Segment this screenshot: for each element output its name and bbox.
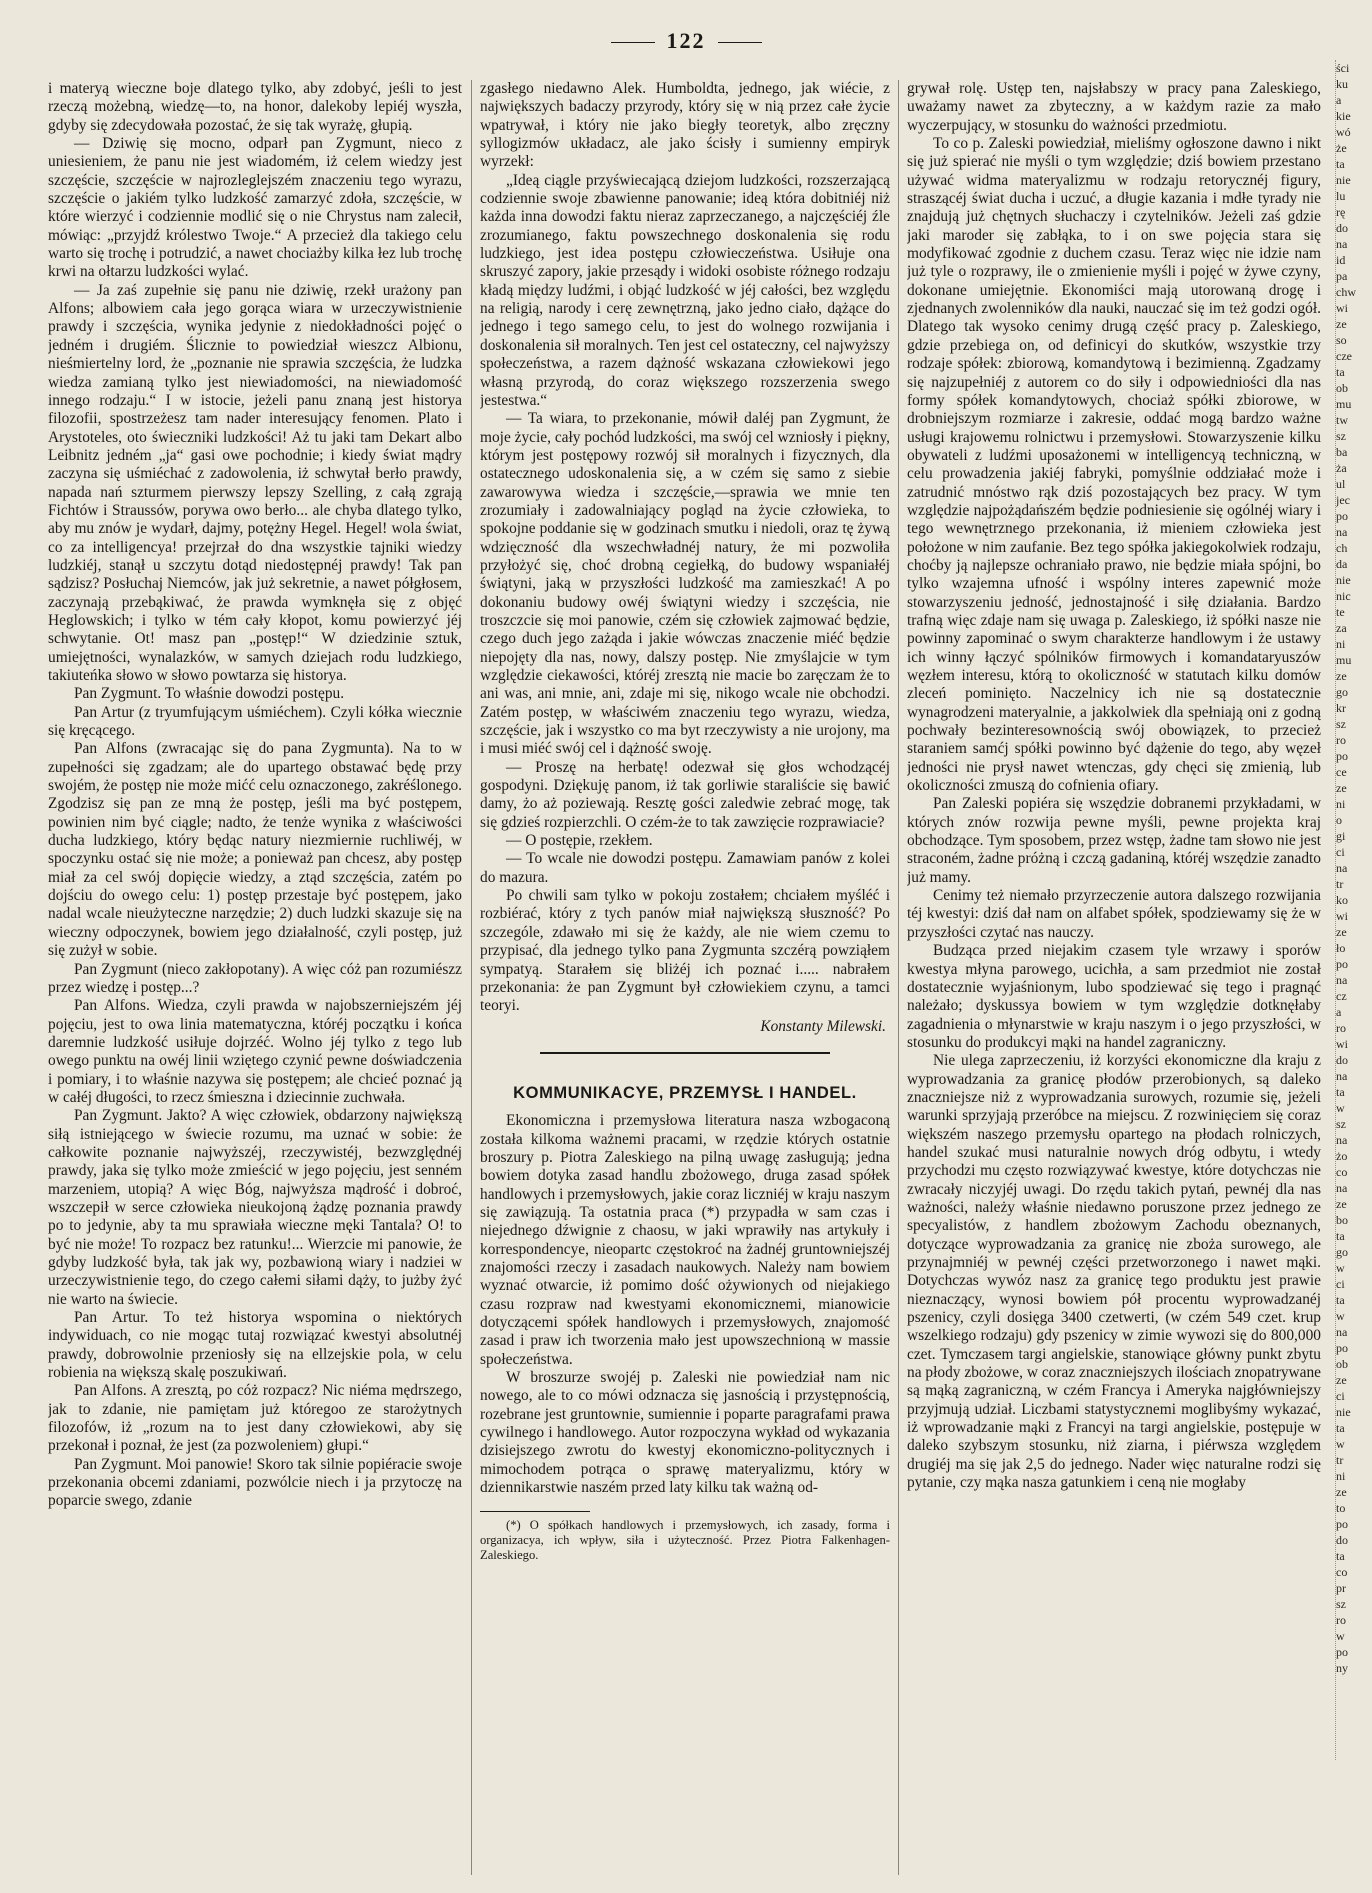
edge-fragment: da	[1336, 557, 1348, 571]
edge-fragment: wó	[1336, 125, 1351, 139]
edge-fragment: ze	[1336, 317, 1347, 331]
edge-fragment: na	[1336, 525, 1348, 539]
edge-fragment: ze	[1336, 925, 1347, 939]
edge-fragment: ni	[1336, 1469, 1346, 1483]
edge-fragment: go	[1336, 1245, 1348, 1259]
edge-fragment: ci	[1336, 1389, 1345, 1403]
edge-fragment: mu	[1336, 653, 1352, 667]
edge-fragment: ci	[1336, 1277, 1345, 1291]
edge-fragment: wi	[1336, 301, 1348, 315]
paragraph: Nie ulega zaprzeczeniu, iż korzyści ekonomiczne dla kraju z wyprowadzania za granicę płodów przerobionych, są daleko znaczniejsze niż z wyprowadzania surowych, rozumie się, jeżeli warunki sprzyjają przeróbce na miejscu. Z rozwinięciem się coraz większém naszego przemysłu opartego na płodach rolniczych, handel szukać musi naturalnie nowych dróg odbytu, i wtedy przychodzi mu często rozwiązywać kwestye, które dotychczas nie zwracały niczyjéj uwagi. Do rzędu takich pytań, pewnéj dla nas ważności, należy właśnie niedawno poruszone przez jednego ze specyalistów, z handlem zbożowym Zachodu obeznanych, dotyczące wyprowadzania za granicę nie zboża surowego, ale przynajmniéj w pewnéj części przetworzonego i nawet mąki. Dotychczas wywóz nasz za granicę tego produktu jest prawie nieznaczący, wynosi bowiem pół procentu wyprowadzanéj pszenicy, czyli dosięga 3400 czetwerti, (w czém 549 czet. krup wszelkiego rodzaju) gdy pszenicy w zimie wywozi się do 800,000 czet. Tymczasem targi angielskie, stanowiące główny punkt zbytu na płody zbożowe, w coraz znaczniejszych ilościach znopatrywane są mąką zagraniczną, w czém Francya i Ameryka najgłówniejszy przyjmują udział. Liczbami statystycznemi moglibyśmy wykazać, iż wprowadzanie mąki z Francyi na targi angielskie, postępuje w daleko szybszym stosunku, niż ziarna, i piérwsza względem drugiéj ma się jak 2,5 do jednego. Nader więc naturalne rodzi się pytanie, czy mąka nasza gatunkiem i ceną nie mogłaby	[907, 1052, 1321, 1492]
edge-fragment: w	[1336, 1309, 1345, 1323]
paragraph: Budząca przed niejakim czasem tyle wrzawy i sporów kwestya młyna parowego, ucichła, a sam przedmiot nie został dostatecznie wyjaśnionym, lubo spodziewać się tego i pragnąć należało; dyskussya bowiem w tym względzie dotknęłaby zagadnienia o młynarstwie w kraju naszym i o jego przyszłości, w stosunku do produkcyi mąki na handel zagraniczny.	[907, 942, 1321, 1051]
edge-fragment: na	[1336, 237, 1348, 251]
edge-fragment: na	[1336, 1181, 1348, 1195]
edge-fragment: w	[1336, 1101, 1345, 1115]
edge-fragment: o	[1336, 813, 1342, 827]
edge-fragment: tr	[1336, 1453, 1344, 1467]
edge-fragment: ze	[1336, 669, 1347, 683]
edge-fragment: gi	[1336, 829, 1346, 843]
section-title: KOMMUNIKACYE, PRZEMYSŁ I HANDEL.	[513, 1083, 857, 1102]
edge-fragment: po	[1336, 957, 1348, 971]
edge-fragment: ta	[1336, 1293, 1345, 1307]
edge-fragment: kr	[1336, 701, 1346, 715]
edge-fragment: cze	[1336, 349, 1352, 363]
edge-fragment: lu	[1336, 189, 1346, 203]
edge-fragment: do	[1336, 1533, 1348, 1547]
edge-fragment: nie	[1336, 573, 1351, 587]
paragraph: Pan Artur. To też historya wspomina o niektórych indywiduach, co nie mogąc tutaj rozwiązać kwestyi absolutnéj prawdy, dobrowolnie przeniosły się na ellzejskie pola, w celu robienia na większą skalę poszukiwań.	[48, 1309, 462, 1382]
edge-fragment: na	[1336, 1069, 1348, 1083]
edge-fragment: po	[1336, 1645, 1348, 1659]
edge-fragment: ro	[1336, 733, 1346, 747]
edge-fragment: że	[1336, 141, 1347, 155]
column-left	[48, 80, 462, 1880]
paragraph: Pan Zygmunt. Jakto? A więc człowiek, obdarzony największą siłą istniejącego w świecie rozumu, ma uznać w sobie: że całkowite poznanie najwyższéj, rzeczywistéj, bezwzględnéj prawdy, jaka się tylko może zmieścić w jego pojęciu, jest senném marzeniem, utopią? A więc Bóg, najwyższa mądrość i dobroć, wszczepił w serce człowieka nieukojoną żądzę poznania prawdy po to jedynie, aby ta mu sprawiała wieczne męki Tantala? O! to być nie może! To rozpacz bez ratunku!... Wierzcie mi panowie, że gdyby ludzkość była, tak jak wy, pozbawioną wiary i nadziei w urzeczywistnienie tego, do czego całemi siłami dąży, to jużby żyć nie warto na świecie.	[48, 1107, 462, 1308]
paragraph: — Ta wiara, to przekonanie, mówił daléj pan Zygmunt, że moje życie, cały pochód ludzkości, ma swój cel wzniosły i piękny, którym jest postępowy rozwój sił moralnych i fizycznych, dla ostatecznego udoskonalenia się, a w czém się samo z siebie zawarowywa wiedza i szczęście,—sprawia we mnie ten zrozumiały i zadowalniający pogląd na życie człowieka, to spokojne poddanie się w godzinach smutku i niedoli, oraz tę żywą wdzięczność dla wszechwładnéj natury, że mi pozwoliła przyłożyć się, choć drobną cegiełką, do budowy wspaniałéj świątyni, jaką w przyszłości ludzkość ma zamieszkać! A po dokonaniu budowy owéj świątyni wiedzy i szczęścia, nie troszczcie się moi panowie, czém się człowiek zajmować będzie, czego duch jego zażąda i jakie wówczas znaczenie miéć będzie niepojęty dla nas, nowy, dalszy postęp. Nie zmyślajcie w tym względzie ciekawości, któréj zresztą nie macie bo zaręczam że to ani was, ani mnie, ani, zdaje mi się, nikogo wcale nie obchodzi. Zatém postęp, w właściwém znaczeniu tego wyrazu, wiedza, szczęście, jak i wszystko co ma byt rzeczywisty a nie urojony, ma i musi miéć swój cel i dążność swoję.	[480, 410, 890, 758]
edge-fragment: ze	[1336, 1197, 1347, 1211]
column-right	[907, 80, 1321, 1880]
edge-fragment: ce	[1336, 765, 1347, 779]
edge-fragment: ża	[1336, 461, 1347, 475]
edge-fragment: te	[1336, 605, 1345, 619]
story-continuation	[480, 80, 890, 1016]
paragraph: — Proszę na herbatę! odezwał się głos wchodzącéj gospodyni. Dziękuję panom, iż tak gorliwie staraliście się bawić damy, żo aż poziewają. Resztę gości zaledwie zebrać mogę, tak się gdzieś rozpierzchli. O czém-że to tak zawzięcie rozprawiacie?	[480, 758, 890, 831]
edge-fragment: nie	[1336, 1405, 1351, 1419]
edge-fragment: po	[1336, 1341, 1348, 1355]
edge-fragment: co	[1336, 1565, 1348, 1579]
paragraph: Pan Zaleski popiéra się wszędzie dobranemi przykładami, w których znów rozwija pewne myśli, pewne projekta kraj obchodzące. Tym sposobem, przez wstęp, żadne tam słowo nie jest straconém, żadne próżną i czczą gadaniną, któréj wszędzie zanadto już mamy.	[907, 795, 1321, 886]
edge-fragment: ta	[1336, 1229, 1345, 1243]
paragraph: — Ja zaś zupełnie się panu nie dziwię, rzekł urażony pan Alfons; albowiem cała jego gorąca wiara w urzeczywistnienie prawdy i szczęścia, wynika jedynie z niedokładności pojęć o jedném i drugiém. Ślicznie to powiedział wieszcz Albionu, nieśmiertelny lord, że „poznanie nie sprawia szczęścia, że ludzka wiedza zamianą tylko jest niewiadomości, na niewiadomość innego rodzaju.“ I w istocie, jeżeli panu znaną jest historya filozofii, spostrzeżesz tam nader interesujący fenomen. Plato i Arystoteles, oto świeczniki ludzkości! Aż tu jaki tam Dekart albo Leibnitz jedném „ja“ gasi owe pochodnie; i kiedy świat mądry zaczyna się uśmiéchać z zadowolenia, iż schwytał berło prawdy, napada nań szturmem pierwszy lepszy Szelling, z całą zgrają Fichtów i Straussów, porywa owo berło... ale chyba dlatego tylko, aby mu znów je wydarł, dajmy, potężny Hegel. Hegel! wola świat, co za intelligencya! przejrzał do dna wszystkie tajniki wiedzy ludzkiéj, stanął u szczytu dotąd niedostępnéj prawdy! Tak pan sądzisz? Posłuchaj Niemców, jak już sekretnie, a nawet półgłosem, zaczynają przebąkiwać, że prawda wymknęła się z objęć Heglowskich; i tylko w tém cały kłopot, komu powierzyć jéj schwytanie. Ot! masz pan „postęp!“ W dziedzinie sztuk, umiejętności, wynalazków, w samych dziejach rodu ludzkiego, takiuteńka słowo w słowo powtarza się historya.	[48, 281, 462, 684]
paragraph: Po chwili sam tylko w pokoju zostałem; chciałem myśléć i rozbiérać, który z tych panów miał największą słuszność? Po szczególe, zdawało mi się że każdy, ale nie wiem czemu to przypisać, dla jednego tylko pana Zygmunta szczérą powziąłem sympatyą. Starałem się bliżéj ich poznać i..... nabrałem przekonania: że pan Zygmunt był człowiekiem czynu, a tamci teoryi.	[480, 887, 890, 1015]
edge-fragment: ści	[1336, 61, 1350, 75]
paragraph: Pan Alfons (zwracając się do pana Zygmunta). Na to w zupełności się zgadzam; ale do upartego obstawać będę przy swojém, że postęp nie może mićć celu oznaczonego, zakréślonego. Zgodzisz się pan ze mną że postęp, jeśli ma być postępem, powinien nim być ciągle; nadto, że tenże wynika z właściwości ducha ludzkiego, który będąc natury niezmiernie ruchliwéj, w spoczynku ostać się nie może; a ponieważ pan chcesz, aby postęp miał za cel swój dopięcie wiedzy, a ztąd szczęścia, zatém po dojściu do owego celu: 1) postęp przestaje być postępem, jako nadal wcale nieużyteczne narzędzie; 2) duch ludzki skazuje się na wieczny odpoczynek, bowiem jego działalność, czyli postęp, już się zużył w sobie.	[48, 740, 462, 960]
paragraph: Pan Alfons. Wiedza, czyli prawda w najobszerniejszém jéj pojęciu, jest to owa linia matematyczna, któréj początku i końca daremnie ludzkość usiłuje dojrzéć. Wolno jéj tylko z tego lub owego punktu na owéj linii wziętego czynić pewne doświadczenia i pomiary, i to właśnie nazywa się postępem; ale chcieć poznać ją w całéj długości, to rzecz śmieszna i dziecinnie zuchwała.	[48, 997, 462, 1106]
edge-fragment: ro	[1336, 1613, 1346, 1627]
edge-fragment: jec	[1336, 493, 1350, 507]
paragraph: — To wcale nie dowodzi postępu. Zamawiam panów z kolei do mazura.	[480, 850, 890, 886]
edge-fragment: ło	[1336, 941, 1346, 955]
edge-fragment: ze	[1336, 1373, 1347, 1387]
column-divider	[898, 80, 899, 1875]
edge-fragment: ob	[1336, 1357, 1348, 1371]
edge-fragment: do	[1336, 221, 1348, 235]
edge-fragment: ta	[1336, 1421, 1345, 1435]
edge-fragment: cz	[1336, 989, 1347, 1003]
edge-fragment: na	[1336, 861, 1348, 875]
edge-fragment: nie	[1336, 173, 1351, 187]
section-divider	[540, 1052, 830, 1054]
paragraph: Ekonomiczna i przemysłowa literatura nasza wzbogaconą została kilkoma ważnemi pracami, w rzędzie których ostatnie broszury p. Piotra Zaleskiego na pilną uwagę zasługują; jedna bowiem dotyka zasad handlu zbożowego, druga zasad spółek handlowych i przemysłowych, jakie coraz liczniéj w kraju naszym się zawiązują. Ta ostatnia praca (*) przypadła w sam czas i niejednego dźwignie z chaosu, w jaki wprawiły nas artykuły i korrespondencye, nieopartc częstokroć na żadnéj gruntowniejszéj znajomości rzeczy i zasadach naukowych. Należy nam bowiem wyznać otwarcie, iż pomimo dość ożywionych od niejakiego czasu rozpraw nad kwestyami ekonomicznemi, mianowicie dotyczącemi spółek handlowych i przemysłowych, znajomość zasad i praw ich tworzenia mało jest upowszechnioną w massie społeczeństwa.	[480, 1112, 890, 1368]
edge-fragment: nic	[1336, 589, 1351, 603]
edge-fragment: na	[1336, 1133, 1348, 1147]
author-signature: Konstanty Milewski.	[760, 1017, 886, 1035]
edge-fragment: to	[1336, 1501, 1346, 1515]
edge-fragment: do	[1336, 1053, 1348, 1067]
edge-fragment: sz	[1336, 1597, 1346, 1611]
edge-fragment: ta	[1336, 1549, 1345, 1563]
column-middle	[480, 80, 890, 1880]
paragraph: Pan Zygmunt. To właśnie dowodzi postępu.	[74, 685, 345, 703]
edge-fragment: rę	[1336, 205, 1346, 219]
edge-fragment: ta	[1336, 1085, 1345, 1099]
edge-fragment: ku	[1336, 77, 1348, 91]
edge-fragment: so	[1336, 333, 1347, 347]
edge-fragment: ko	[1336, 893, 1348, 907]
edge-fragment: pa	[1336, 269, 1348, 283]
edge-fragment: co	[1336, 1165, 1348, 1179]
edge-fragment: po	[1336, 509, 1348, 523]
edge-fragment: ze	[1336, 781, 1347, 795]
paragraph: W broszurze swojéj p. Zaleski nie powiedział nam nic nowego, ale to co mówi odznacza się jasnością i przystępnością, rozebrane jest gruntownie, sumiennie i poparte paragrafami prawa cywilnego i handlowego. Autor rozpoczyna wykład od wykazania dzisiejszego zwrotu do kwestyj ekonomiczno-politycznych i mimochodem potrąca o sprawę materyalizmu, który w dziennikarstwie naszém przed laty kilku tak ważną od-	[480, 1369, 890, 1497]
edge-fragment: mu	[1336, 397, 1352, 411]
edge-fragment: ba	[1336, 445, 1348, 459]
paragraph: Pan Zygmunt (nieco zakłopotany). A więc cóż pan rozumiészz przez wiedzę i postęp...?	[48, 960, 462, 996]
edge-fragment: ci	[1336, 845, 1345, 859]
edge-fragment: tr	[1336, 877, 1344, 891]
edge-fragment: ta	[1336, 157, 1345, 171]
edge-fragment: sz	[1336, 429, 1346, 443]
footnote-divider	[480, 1511, 590, 1512]
edge-fragment: na	[1336, 973, 1348, 987]
edge-fragment: wi	[1336, 1037, 1348, 1051]
footnote: (*) O spółkach handlowych i przemysłowych, ich zasady, forma i organizacya, ich wpływ, siła i użyteczność. Przez Piotra Falkenhagen-Zaleskiego.	[480, 1518, 890, 1562]
edge-fragment: kie	[1336, 109, 1351, 123]
edge-fragment: pr	[1336, 1581, 1346, 1595]
paragraph: — Dziwię się mocno, odparł pan Zygmunt, nieco z uniesieniem, że panu nie jest wiadomém, iż celem wiedzy jest szczęście, szczęście w najrozleglejszém znaczeniu tego wyrazu, szczęście o jakiém tylko ludzkość zamarzyć zdoła, szczęście, w które wierzyć i codziennie modlić się o nie Chrystus nam zalecił, mówiąc: „przyjdź królestwo Twoje.“ A przecież dla takiego celu warto się trochę i potrudzić, a nawet chociażby kilka łez lub trochę krwi na ołtarzu ludzkości wylać.	[48, 135, 462, 281]
section-body	[480, 1112, 890, 1497]
edge-fragment: ch	[1336, 541, 1348, 555]
edge-fragment: sz	[1336, 717, 1346, 731]
paragraph: zgasłego niedawno Alek. Humboldta, jednego, jak wiécie, z największych badaczy przyrody, który się w nią przez całe życie wpatrywał, i który nie jako biegły teoretyk, albo zręczny syllogizmów układacz, ale jako ścisły i sumienny empiryk wyrzekł:	[480, 80, 890, 171]
paragraph: Pan Alfons. A zresztą, po cóż rozpacz? Nic niéma mędrszego, jak to zdanie, nie pamiętam już któregoo ze starożytnych filozofów, iż „rozum na to jest dany człowiekowi, aby się przekonał i poznał, że jest (za pozwoleniem) głupi.“	[48, 1382, 462, 1455]
paragraph: grywał rolę. Ustęp ten, najsłabszy w pracy pana Zaleskiego, uważamy nawet za zbyteczny, a w każdym razie za mało wyczerpujący, w stosunku do ważności przedmiotu.	[907, 80, 1321, 134]
edge-fragment: ob	[1336, 381, 1348, 395]
paragraph: To co p. Zaleski powiedział, mieliśmy ogłoszone dawno i nikt się już spierać nie myśli o tym względzie; dziś bowiem przestano używać widma materyalizmu w rodzaju retorycznéj figury, straszącéj świat ducha i uczuć, a długie kazania i mdłe tyrady nie znajdują już chętnych słuchaczy i czytelników. Jeżeli zaś gdzie jaki maroder się zabłąka, to i on swe pojęcia stara się modyfikować zgodnie z duchem czasu. Teraz więc nie idzie nam już tyle o rozprawy, ile o zmienienie myśli i pojęć w żywe czyny, dokonane umiejętnie. Ekonomiści mają utorowaną drogę i zjednanych zwolenników dla nauki, nauczać się im też godzi ogół. Dlatego tak wysoko cenimy drugą część pracy p. Zaleskiego, gdzie przebiega on, od definicyi do skutków, wszystkie trzy rodzaje spółek: zbiorową, komandytową i bezimienną. Zgadzamy się najzupełniéj z autorem co do siły i odpowiedniości dla nas formy spółek komandytowych, chociaż spółki zbiorowe, w drobniejszym rozmiarze i zakresie, oddać mogą bardzo ważne usługi krajowemu rolnictwu i przemysłowi. Stowarzyszenie kilku obywateli z ludźmi uposażonemi w intelligencyą techniczną, w celu prowadzenia jakiéj fabryki, pomyślnie oddziałać może i zatrudnić mnóstwo rąk dziś pozostających bez pracy. W tym względzie najpożądańszém będzie podniesienie się ogólnéj wiary i tego wewnętrznego przekonania, iż mieniem człowieka jest położone w nim zaufanie. Bez tego spółka jakiegokolwiek rodzaju, choćby ją najlepsze ochraniało prawo, nie będzie miała spójni, bo tylko wzajemna ufność i wspólny interes zapewnić może stowarzyszeniu jedność, jednostajność i siłę działania. Bardzo trafną więc zdaje nam się uwaga p. Zaleskiego, iż spółki nasze nie powinny zapominać o swym charakterze handlowym i że ustawy ich winny łączyć spólników firmowych i komandataryuszów węzłem interesu, którą to okoliczność w statutach kilku domów zleceń pominięto. Naczelnicy ich nie są dostatecznie wynagrodzeni materyalnie, a jakkolwiek dla spełniają oni z godną pochwały bezinteresownością swój obowiązek, to przecież staraniem samćj spółki powinno być dążenie do tego, aby węzeł jedności nie prysł nawet wtenczas, gdy chęci się zmienią, lub okoliczności zmuszą do cofnienia ofiary.	[907, 135, 1321, 795]
edge-fragment: za	[1336, 621, 1347, 635]
edge-fragment: ro	[1336, 1021, 1346, 1035]
edge-fragment: chw	[1336, 285, 1356, 299]
paragraph: Pan Artur (z tryumfującym uśmiéchem). Czyli kółka wiecznie się kręcącego.	[48, 703, 462, 740]
edge-fragment: w	[1336, 1437, 1345, 1451]
edge-fragment: bo	[1336, 1213, 1348, 1227]
edge-fragment: ta	[1336, 365, 1345, 379]
edge-fragment: ze	[1336, 1485, 1347, 1499]
edge-fragment: po	[1336, 1517, 1348, 1531]
edge-fragment: w	[1336, 1261, 1345, 1275]
paragraph: Pan Zygmunt. Moi panowie! Skoro tak silnie popiéracie swoje przekonania obcemi zdaniami, pozwólcie niech i ja przytoczę na poparcie swego, zdanie	[48, 1455, 462, 1510]
paragraph: „Ideą ciągle przyświecającą dziejom ludzkości, rozszerzającą codziennie swoje zbawienne panowanie; ideą która dobitniéj niż każda inna dowodzi faktu nieraz zaprzeczanego, a najczęściéj źle zrozumianego, faktu powszechnego doskonalenia się rodu ludzkiego, jest idea postępu człowieczeństwa. Usiłuje ona skruszyć zapory, jakie przesądy i widoki osobiste różnego rodzaju kładą między ludźmi, i objąć ludzkość w jéj całości, bez względu na religią, narody i cerę zewnętrzną, jako jedno ciało, dążące do jednego i tego samego celu, to jest do wolnego rozwijania i doskonalenia sił moralnych. Ten jest cel ostateczny, cel najwyższy społeczeństwa, a razem dążność wskazana człowiekowi jego własną przyrodą, do coraz większego rozszerzenia swego jestestwa.“	[480, 171, 890, 409]
paragraph: Cenimy też niemało przyrzeczenie autora dalszego rozwijania téj kwestyi: dziś dał nam on alfabet spółek, spodziewamy się że w przyszłości czytać nas nauczy.	[907, 887, 1321, 941]
edge-fragment: go	[1336, 685, 1348, 699]
edge-fragment: wi	[1336, 909, 1348, 923]
page-number: 122	[0, 28, 1372, 54]
edge-fragment: sz	[1336, 1117, 1346, 1131]
edge-fragment: na	[1336, 1325, 1348, 1339]
edge-fragment: id	[1336, 253, 1346, 267]
edge-fragment: w	[1336, 1629, 1345, 1643]
edge-fragment: żo	[1336, 1149, 1348, 1163]
edge-fragment: ni	[1336, 637, 1346, 651]
edge-fragment: a	[1336, 93, 1342, 107]
edge-fragment: ny	[1336, 1661, 1348, 1675]
edge-fragment: po	[1336, 749, 1348, 763]
paragraph: i materyą wieczne boje dlatego tylko, aby zdobyć, jeśli to jest rzeczą możebną, wiedzę—to, na honor, dalekoby lepiéj wyszła, gdyby się zdecydowała pozostać, że się tak wyrażę, głupią.	[48, 80, 462, 134]
column-divider	[471, 80, 472, 1875]
edge-fragment: ni	[1336, 797, 1346, 811]
paragraph: — O postępie, rzekłem.	[506, 832, 653, 850]
edge-fragment: ul	[1336, 477, 1346, 491]
edge-fragment: tw	[1336, 413, 1348, 427]
adjacent-page-edge	[1335, 60, 1372, 1760]
edge-fragment: a	[1336, 1005, 1342, 1019]
